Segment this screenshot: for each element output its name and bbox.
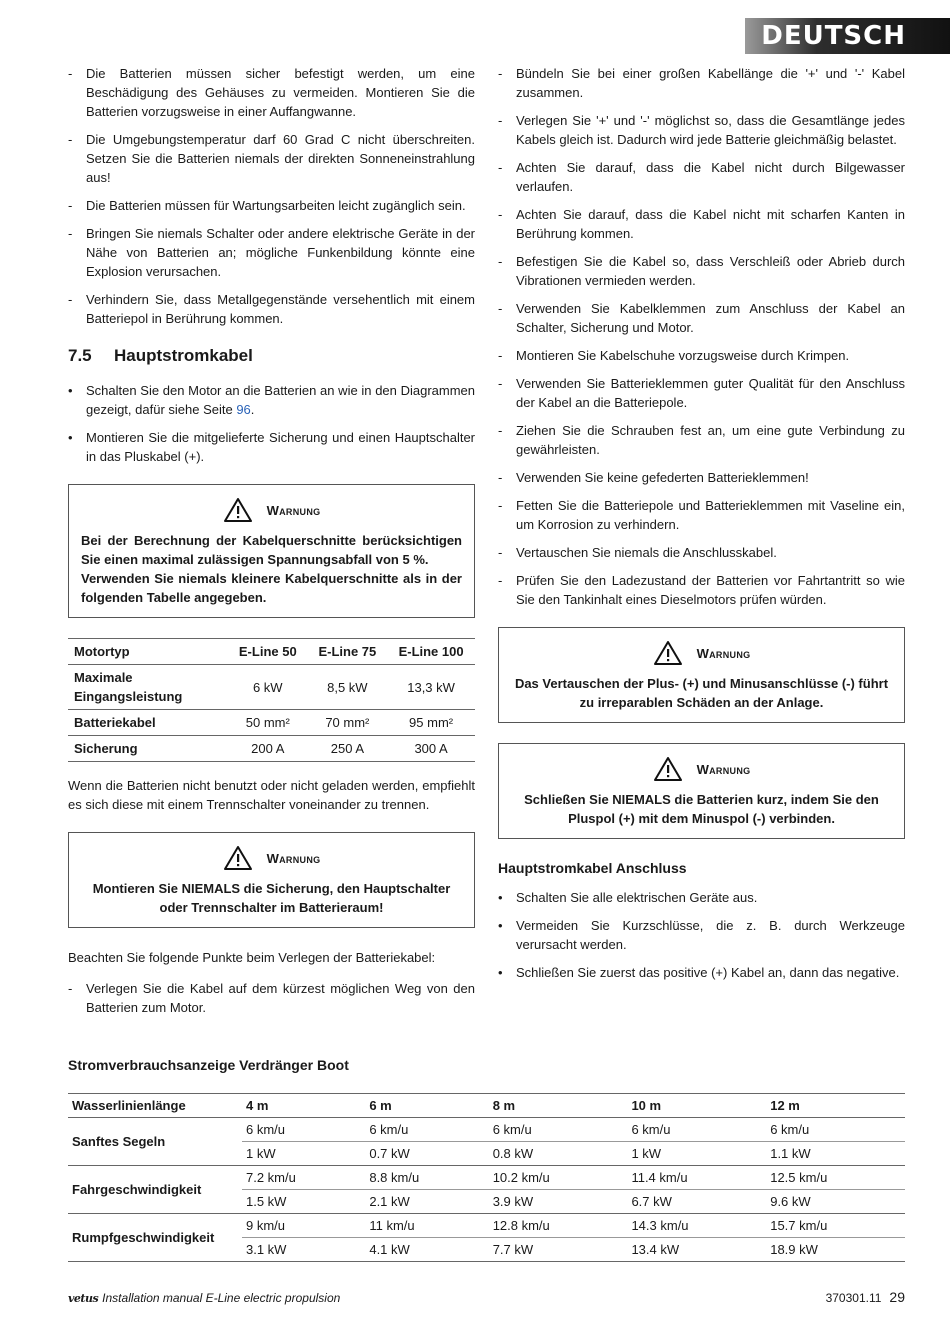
list-item: - Fetten Sie die Batteriepole und Batterieklemmen mit Vaseline ein, um Korrosion zu verhindern. [498,496,905,534]
table-cell: 15.7 km/u [766,1214,905,1238]
list-item: • Schließen Sie zuerst das positive (+) Kabel an, dann das negative. [498,963,905,982]
warning-box-battery-room [68,832,475,928]
list-item: - Ziehen Sie die Schrauben fest an, um eine gute Verbindung zu gewährleisten. [498,421,905,459]
table-cell: 50 mm² [228,710,308,736]
warning-box-short-circuit [498,743,905,839]
page-footer [68,1288,905,1308]
list-item: - Verwenden Sie Kabelklemmen zum Anschluss der Kabel an Schalter, Sicherung und Motor. [498,299,905,337]
table-cell: 0.7 kW [365,1142,488,1166]
warning-triangle-icon [223,497,253,523]
warning-title: Warnung [696,645,751,661]
table-header-row [68,639,475,665]
table-cell: 7.7 kW [489,1238,628,1262]
table-cell: 6 km/u [242,1118,365,1142]
table-row-label: Fahrgeschwindigkeit [68,1166,242,1214]
table-cell: 9 km/u [242,1214,365,1238]
table-header-cell: 8 m [489,1094,628,1118]
list-item: - Vertauschen Sie niemals die Anschlusskabel. [498,543,905,562]
table-row [68,710,475,736]
table-cell: 1.1 kW [766,1142,905,1166]
table-cell: 200 A [228,736,308,762]
right-column [498,64,905,991]
connection-bullets [498,888,905,982]
table-cell: 2.1 kW [365,1190,488,1214]
table-row-label: Sanftes Segeln [68,1118,242,1166]
table-cell: 18.9 kW [766,1238,905,1262]
list-item: • Montieren Sie die mitgelieferte Sicherung und einen Hauptschalter in das Pluskabel (+). [68,428,475,466]
table-cell: 13.4 kW [627,1238,766,1262]
table-cell: 8,5 kW [308,665,388,710]
power-consumption-table [68,1093,905,1262]
list-item: - Montieren Sie Kabelschuhe vorzugsweise durch Krimpen. [498,346,905,365]
table-cell: 6 km/u [489,1118,628,1142]
table-row [68,1214,905,1238]
list-item [68,381,475,419]
table-row [68,736,475,762]
table-header-cell: 12 m [766,1094,905,1118]
warning-text: Verwenden Sie niemals kleinere Kabelquerschnitte als in der folgenden Tabelle angegeben. [81,571,462,605]
list-item: - Verwenden Sie Batterieklemmen guter Qualität für den Anschluss der Kabel an die Batteriepole. [498,374,905,412]
table-cell: 6 km/u [365,1118,488,1142]
table-cell: 6 km/u [627,1118,766,1142]
table-cell: 12.8 km/u [489,1214,628,1238]
warning-box-cable-cross-section [68,484,475,618]
list-item: - Achten Sie darauf, dass die Kabel nicht durch Bilgewasser verlaufen. [498,158,905,196]
table-cell: 1 kW [242,1142,365,1166]
list-item: - Verlegen Sie '+' und '-' möglichst so, dass die Gesamtlänge jedes Kabels gleich ist. Dadurch wird jede Batterie gleichmäßig belastet. [498,111,905,149]
section-number: 7.5 [68,346,92,365]
warning-triangle-icon [653,756,683,782]
table-row [68,665,475,710]
table-header-cell: E-Line 50 [228,639,308,665]
table-cell: 8.8 km/u [365,1166,488,1190]
table-cell: 9.6 kW [766,1190,905,1214]
list-item: • Schalten Sie alle elektrischen Geräte aus. [498,888,905,907]
warning-triangle-icon [223,845,253,871]
warning-text: Das Vertauschen der Plus- (+) und Minusanschlüsse (-) führt zu irreparablen Schäden an der Anlage. [514,676,889,710]
sub-heading: Hauptstromkabel Anschluss [498,860,687,876]
page-reference-link[interactable]: 96 [236,402,251,417]
table-row [68,1166,905,1190]
paragraph: Beachten Sie folgende Punkte beim Verlegen der Batteriekabel: [68,950,436,965]
table-header-cell: Wasserlinienlänge [68,1094,242,1118]
table-header-cell: 4 m [242,1094,365,1118]
table-cell: 13,3 kW [387,665,475,710]
table-cell: 12.5 km/u [766,1166,905,1190]
table-row-label: Maximale Eingangsleistung [68,665,228,710]
table-cell: 95 mm² [387,710,475,736]
paragraph: Wenn die Batterien nicht benutzt oder nicht geladen werden, empfiehlt es sich diese mit einem Trennschalter voneinander zu trennen. [68,778,475,812]
warning-title: Warnung [266,502,321,518]
warning-text: Schließen Sie NIEMALS die Batterien kurz, indem Sie den Pluspol (+) mit dem Minuspol (-) verbinden. [524,792,879,826]
language-tab: DEUTSCH [745,18,950,54]
table-row-label: Rumpfgeschwindigkeit [68,1214,242,1262]
table-cell: 3.1 kW [242,1238,365,1262]
table-header-cell: E-Line 100 [387,639,475,665]
table-cell: 3.9 kW [489,1190,628,1214]
warning-text: Montieren Sie NIEMALS die Sicherung, den Hauptschalter oder Trennschalter im Batterieraum! [92,881,451,915]
table-header-cell: 10 m [627,1094,766,1118]
table-cell: 10.2 km/u [489,1166,628,1190]
table-cell: 6 kW [228,665,308,710]
cable-spec-table [68,638,475,762]
table-cell: 0.8 kW [489,1142,628,1166]
table-header-cell: Motortyp [68,639,228,665]
table-title: Stromverbrauchsanzeige Verdränger Boot [68,1057,349,1073]
table-cell: 1.5 kW [242,1190,365,1214]
warning-title: Warnung [696,761,751,777]
list-item: • Vermeiden Sie Kurzschlüsse, die z. B. durch Werkzeuge verursacht werden. [498,916,905,954]
list-item: - Befestigen Sie die Kabel so, dass Verschleiß oder Abrieb durch Vibrationen vermieden werden. [498,252,905,290]
warning-triangle-icon [653,640,683,666]
table-cell: 11.4 km/u [627,1166,766,1190]
table-cell: 14.3 km/u [627,1214,766,1238]
page-number: 29 [889,1289,905,1305]
table-row [68,1118,905,1142]
table-cell: 6 km/u [766,1118,905,1142]
main-cable-bullets [68,381,475,466]
list-item: - Die Umgebungstemperatur darf 60 Grad C nicht überschreiten. Setzen Sie die Batterien niemals der direkten Sonneneinstrahlung aus! [68,130,475,187]
list-item: - Die Batterien müssen für Wartungsarbeiten leicht zugänglich sein. [68,196,475,215]
table-cell: 11 km/u [365,1214,488,1238]
table-cell: 1 kW [627,1142,766,1166]
warning-box-polarity [498,627,905,723]
table-cell: 300 A [387,736,475,762]
document-number: 370301.11 [825,1291,882,1305]
table-cell: 250 A [308,736,388,762]
list-item: - Achten Sie darauf, dass die Kabel nicht mit scharfen Kanten in Berührung kommen. [498,205,905,243]
table-cell: 70 mm² [308,710,388,736]
vetus-logo: vetus [68,1291,99,1305]
bullet-text: Schalten Sie den Motor an die Batterien an wie in den Diagrammen gezeigt, dafür siehe Seite [86,383,475,417]
warning-text: Bei der Berechnung der Kabelquerschnitte berücksichtigen Sie einen maximal zulässigen Spannungsabfall von 5 %. [81,533,462,567]
cable-routing-list-continued [498,64,905,609]
battery-mounting-list [68,64,475,328]
table-row-label: Batteriekabel [68,710,228,736]
section-title: Hauptstromkabel [114,346,253,365]
table-row-label: Sicherung [68,736,228,762]
table-header-cell: E-Line 75 [308,639,388,665]
list-item: - Verwenden Sie keine gefederten Batterieklemmen! [498,468,905,487]
table-cell: 4.1 kW [365,1238,488,1262]
manual-title: Installation manual E-Line electric propulsion [102,1290,341,1305]
list-item: - Die Batterien müssen sicher befestigt werden, um eine Beschädigung des Gehäuses zu vermeiden. Montieren Sie die Batterien vorzugsweise in einer Auffangwanne. [68,64,475,121]
list-item: - Bündeln Sie bei einer großen Kabellänge die '+' und '-' Kabel zusammen. [498,64,905,102]
cable-routing-list [68,979,475,1017]
table-cell: 6.7 kW [627,1190,766,1214]
table-header-cell: 6 m [365,1094,488,1118]
section-heading [68,346,475,365]
bullet-text-end: . [250,402,255,417]
power-consumption-section [68,1056,905,1262]
left-column [68,64,475,1026]
table-header-row [68,1094,905,1118]
warning-title: Warnung [266,850,321,866]
list-item: - Verlegen Sie die Kabel auf dem kürzest möglichen Weg von den Batterien zum Motor. [68,979,475,1017]
list-item: - Bringen Sie niemals Schalter oder andere elektrische Geräte in der Nähe von Batterien an; mögliche Funkenbildung könnte eine Explosion verursachen. [68,224,475,281]
table-cell: 7.2 km/u [242,1166,365,1190]
list-item: - Prüfen Sie den Ladezustand der Batterien vor Fahrtantritt so wie Sie den Tankinhalt eines Dieselmotors prüfen würden. [498,571,905,609]
list-item: - Verhindern Sie, dass Metallgegenstände versehentlich mit einem Batteriepol in Berührung kommen. [68,290,475,328]
